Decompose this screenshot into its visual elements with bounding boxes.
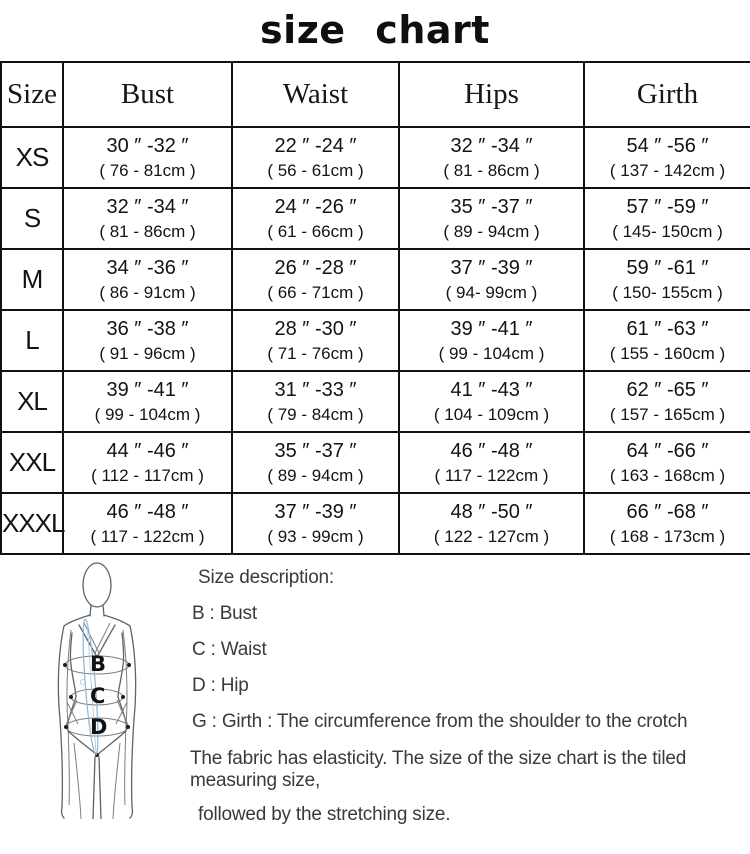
inches-value: 41 ″ -43 ″ (450, 378, 533, 401)
size-description-text (190, 557, 750, 826)
inches-value: 34 ″ -36 ″ (106, 256, 189, 279)
cell-bust (63, 249, 232, 310)
cell-hips (399, 188, 584, 249)
inches-value: 59 ″ -61 ″ (626, 256, 709, 279)
inches-value: 35 ″ -37 ″ (274, 439, 357, 462)
cell-hips (399, 371, 584, 432)
cell-girth (584, 249, 750, 310)
inches-value: 48 ″ -50 ″ (450, 500, 533, 523)
size-label: XL (1, 371, 63, 432)
table-row-xxl (1, 432, 750, 493)
cell-bust (63, 432, 232, 493)
col-header-hips: Hips (399, 62, 584, 127)
cm-value: ( 89 - 94cm ) (267, 465, 364, 485)
cm-value: ( 91 - 96cm ) (99, 343, 196, 363)
size-label: L (1, 310, 63, 371)
table-row-xxxl (1, 493, 750, 554)
cell-waist (232, 249, 399, 310)
header-row (1, 62, 750, 127)
inches-value: 32 ″ -34 ″ (450, 134, 533, 157)
cm-value: ( 94- 99cm ) (445, 282, 538, 302)
cell-hips (399, 432, 584, 493)
inches-value: 26 ″ -28 ″ (274, 256, 357, 279)
cm-value: ( 89 - 94cm ) (443, 221, 540, 241)
cm-value: ( 81 - 86cm ) (99, 221, 196, 241)
size-label: XXL (1, 432, 63, 493)
col-header-bust: Bust (63, 62, 232, 127)
inches-value: 37 ″ -39 ″ (450, 256, 533, 279)
table-row-m (1, 249, 750, 310)
body-figure-icon (50, 557, 162, 819)
cm-value: ( 61 - 66cm ) (267, 221, 364, 241)
cell-bust (63, 188, 232, 249)
size-description-section (0, 555, 750, 826)
cm-value: ( 155 - 160cm ) (609, 343, 726, 363)
body-measurement-diagram (50, 557, 162, 819)
cell-girth (584, 188, 750, 249)
cm-value: ( 66 - 71cm ) (267, 282, 364, 302)
cell-waist (232, 310, 399, 371)
size-label: M (1, 249, 63, 310)
cell-girth (584, 371, 750, 432)
inches-value: 64 ″ -66 ″ (626, 439, 709, 462)
page-title: size chart (260, 8, 490, 52)
col-header-waist: Waist (232, 62, 399, 127)
inches-value: 44 ″ -46 ″ (106, 439, 189, 462)
inches-value: 46 ″ -48 ″ (450, 439, 533, 462)
cell-hips (399, 310, 584, 371)
size-label: XXXL (1, 493, 63, 554)
elasticity-note-line2: followed by the stretching size. (198, 804, 451, 825)
cm-value: ( 163 - 168cm ) (609, 465, 726, 485)
cm-value: ( 157 - 165cm ) (609, 404, 726, 424)
table-row-xs (1, 127, 750, 188)
elasticity-note-line1: The fabric has elasticity. The size of the size chart is the tiled measuring size, (190, 748, 687, 791)
cell-girth (584, 127, 750, 188)
table-row-s (1, 188, 750, 249)
cm-value: ( 99 - 104cm ) (438, 343, 545, 363)
inches-value: 30 ″ -32 ″ (106, 134, 189, 157)
inches-value: 39 ″ -41 ″ (106, 378, 189, 401)
size-description-heading: Size description: (198, 567, 335, 588)
cm-value: ( 104 - 109cm ) (433, 404, 550, 424)
cell-waist (232, 432, 399, 493)
cm-value: ( 137 - 142cm ) (609, 160, 726, 180)
inches-value: 54 ″ -56 ″ (626, 134, 709, 157)
desc-item-girth: G : Girth : The circumference from the shoulder to the crotch (192, 711, 688, 732)
size-label: XS (1, 127, 63, 188)
cell-bust (63, 371, 232, 432)
col-header-size: Size (1, 62, 63, 127)
cm-value: ( 71 - 76cm ) (267, 343, 364, 363)
cell-waist (232, 127, 399, 188)
figure-label-bust: B (90, 652, 107, 676)
inches-value: 66 ″ -68 ″ (626, 500, 709, 523)
inches-value: 46 ″ -48 ″ (106, 500, 189, 523)
cm-value: ( 56 - 61cm ) (267, 160, 364, 180)
desc-item-waist: C : Waist (192, 639, 267, 660)
cell-waist (232, 493, 399, 554)
cell-waist (232, 188, 399, 249)
col-header-girth: Girth (584, 62, 750, 127)
cell-bust (63, 310, 232, 371)
inches-value: 37 ″ -39 ″ (274, 500, 357, 523)
inches-value: 24 ″ -26 ″ (274, 195, 357, 218)
cm-value: ( 117 - 122cm ) (434, 465, 549, 485)
table-row-l (1, 310, 750, 371)
cell-hips (399, 493, 584, 554)
inches-value: 36 ″ -38 ″ (106, 317, 189, 340)
cm-value: ( 122 - 127cm ) (433, 526, 550, 546)
cell-hips (399, 127, 584, 188)
cm-value: ( 150- 155cm ) (612, 282, 723, 302)
inches-value: 35 ″ -37 ″ (450, 195, 533, 218)
size-label: S (1, 188, 63, 249)
cell-girth (584, 432, 750, 493)
desc-item-bust: B : Bust (192, 603, 257, 624)
inches-value: 31 ″ -33 ″ (274, 378, 357, 401)
cm-value: ( 76 - 81cm ) (99, 160, 196, 180)
inches-value: 22 ″ -24 ″ (274, 134, 357, 157)
cm-value: ( 93 - 99cm ) (267, 526, 364, 546)
inches-value: 61 ″ -63 ″ (626, 317, 709, 340)
cm-value: ( 145- 150cm ) (612, 221, 723, 241)
table-row-xl (1, 371, 750, 432)
inches-value: 32 ″ -34 ″ (106, 195, 189, 218)
cm-value: ( 117 - 122cm ) (90, 526, 205, 546)
cm-value: ( 168 - 173cm ) (609, 526, 726, 546)
size-chart-table (0, 61, 750, 555)
cell-bust (63, 127, 232, 188)
inches-value: 57 ″ -59 ″ (626, 195, 709, 218)
figure-label-hip: D (90, 715, 108, 739)
desc-item-hip: D : Hip (192, 675, 249, 696)
inches-value: 39 ″ -41 ″ (450, 317, 533, 340)
cm-value: ( 112 - 117cm ) (91, 465, 204, 485)
inches-value: 28 ″ -30 ″ (274, 317, 357, 340)
figure-label-waist: C (90, 684, 106, 708)
cm-value: ( 86 - 91cm ) (99, 282, 196, 302)
inches-value: 62 ″ -65 ″ (626, 378, 709, 401)
cm-value: ( 81 - 86cm ) (443, 160, 540, 180)
cm-value: ( 99 - 104cm ) (94, 404, 201, 424)
cell-bust (63, 493, 232, 554)
cm-value: ( 79 - 84cm ) (267, 404, 364, 424)
cell-waist (232, 371, 399, 432)
cell-hips (399, 249, 584, 310)
cell-girth (584, 310, 750, 371)
cell-girth (584, 493, 750, 554)
